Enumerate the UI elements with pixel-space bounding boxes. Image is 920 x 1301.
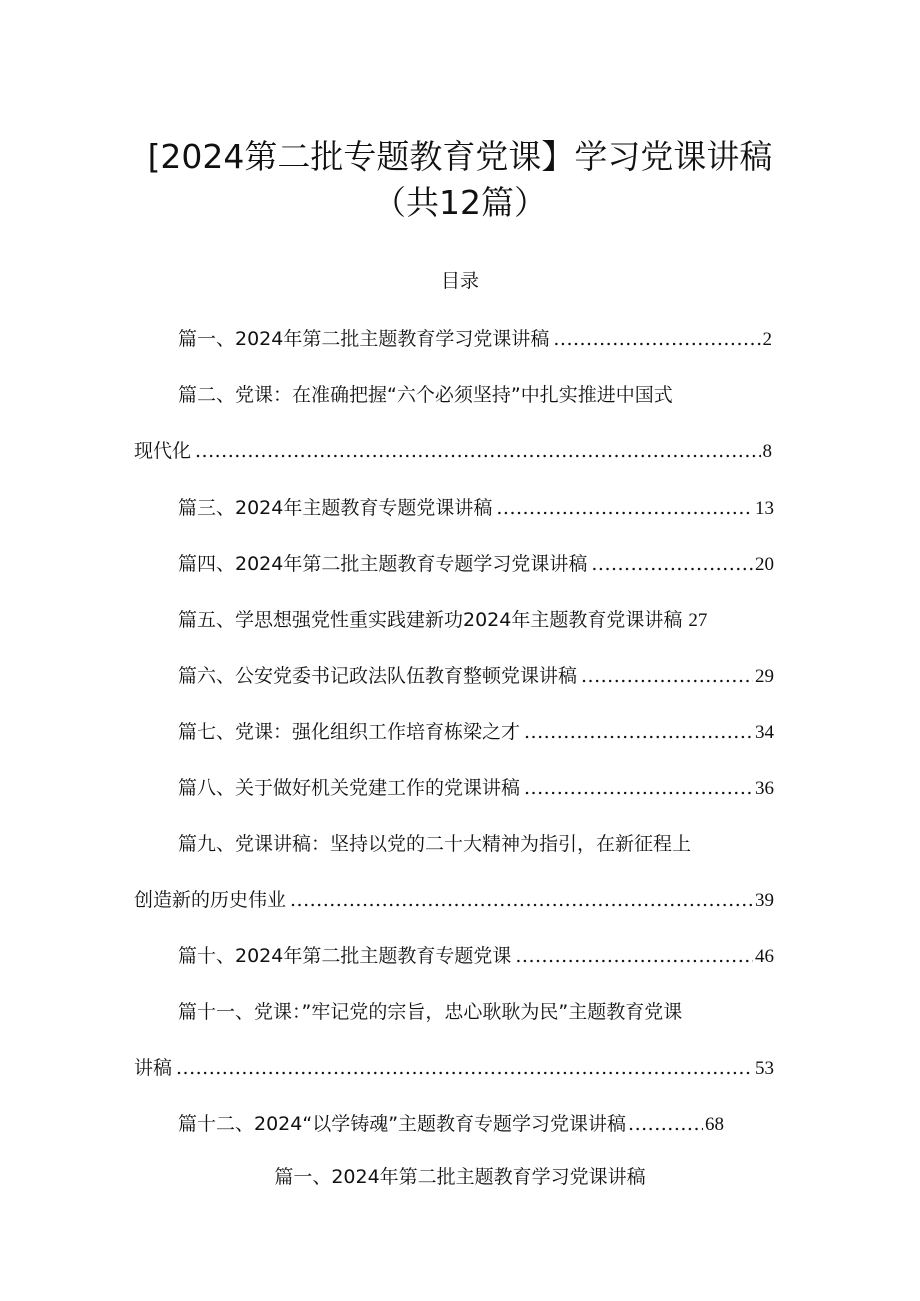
- toc-entry-5[interactable]: [178, 607, 707, 634]
- toc-leader-dots: [581, 663, 753, 689]
- toc-page-number: 20: [755, 554, 774, 575]
- toc-page-number: 8: [762, 441, 772, 462]
- toc-entry-label: 创造新的历史伟业: [134, 889, 287, 911]
- toc-entry-2[interactable]: [134, 438, 772, 465]
- toc-page-number: 2: [762, 329, 772, 350]
- toc-entry-6[interactable]: [178, 663, 774, 690]
- toc-entry-10[interactable]: [178, 943, 774, 970]
- toc-entry-1[interactable]: [178, 326, 772, 353]
- toc-entry-label: 讲稿: [134, 1057, 173, 1079]
- toc-entry-label: 篇六、公安党委书记政法队伍教育整顿党课讲稿: [178, 665, 578, 687]
- section-heading: 篇一、2024年第二批主题教育学习党课讲稿: [274, 1166, 646, 1188]
- toc-page-number: 34: [755, 722, 774, 743]
- toc-leader-dots: [628, 1111, 703, 1137]
- toc-entry-label: 现代化: [134, 440, 192, 462]
- toc-page-number: 68: [705, 1114, 724, 1135]
- toc-entry-2-line1[interactable]: 篇二、党课：在准确把握“六个必须坚持”中扎实推进中国式: [178, 384, 673, 406]
- document-title: [2024第二批专题教育党课】学习党课讲稿: [147, 137, 773, 176]
- toc-leader-dots: [591, 551, 753, 577]
- toc-page-number: 53: [755, 1058, 774, 1079]
- toc-entry-label: 篇五、学思想强党性重实践建新功2024年主题教育党课讲稿: [178, 609, 683, 631]
- toc-entry-7[interactable]: [178, 719, 774, 746]
- toc-leader-dots: [195, 438, 760, 464]
- toc-entry-9[interactable]: [134, 887, 774, 914]
- toc-page-number: 36: [755, 778, 774, 799]
- toc-entry-label: 篇七、党课：强化组织工作培育栋梁之才: [178, 721, 521, 743]
- toc-heading: 目录: [440, 270, 479, 292]
- toc-leader-dots: [176, 1055, 753, 1081]
- toc-leader-dots: [290, 887, 753, 913]
- toc-leader-dots: [515, 943, 753, 969]
- toc-entry-8[interactable]: [178, 775, 774, 802]
- toc-leader-dots: [524, 719, 753, 745]
- toc-entry-label: 篇三、2024年主题教育专题党课讲稿: [178, 497, 493, 519]
- toc-entry-11-line1[interactable]: 篇十一、党课：”牢记党的宗旨，忠心耿耿为民”主题教育党课: [178, 1001, 683, 1023]
- toc-page-number: 13: [755, 498, 774, 519]
- toc-entry-4[interactable]: [178, 551, 774, 578]
- toc-entry-label: 篇一、2024年第二批主题教育学习党课讲稿: [178, 328, 550, 350]
- toc-page-number: 46: [755, 946, 774, 967]
- toc-leader-dots: [524, 775, 753, 801]
- toc-entry-label: 篇四、2024年第二批主题教育专题学习党课讲稿: [178, 553, 588, 575]
- toc-leader-dots: [496, 495, 753, 521]
- toc-entry-11[interactable]: [134, 1055, 774, 1082]
- toc-entry-3[interactable]: [178, 495, 774, 522]
- toc-entry-label: 篇八、关于做好机关党建工作的党课讲稿: [178, 777, 521, 799]
- toc-entry-12[interactable]: [178, 1111, 724, 1138]
- toc-page-number: 27: [688, 610, 708, 631]
- toc-entry-label: 篇十二、2024“以学铸魂”主题教育专题学习党课讲稿: [178, 1113, 627, 1135]
- document-title-count: （共12篇）: [373, 183, 547, 222]
- toc-leader-dots: [553, 326, 760, 352]
- toc-entry-label: 篇十、2024年第二批主题教育专题党课: [178, 945, 512, 967]
- toc-page-number: 39: [755, 890, 774, 911]
- toc-entry-9-line1[interactable]: 篇九、党课讲稿：坚持以党的二十大精神为指引，在新征程上: [178, 833, 692, 855]
- toc-page-number: 29: [755, 666, 774, 687]
